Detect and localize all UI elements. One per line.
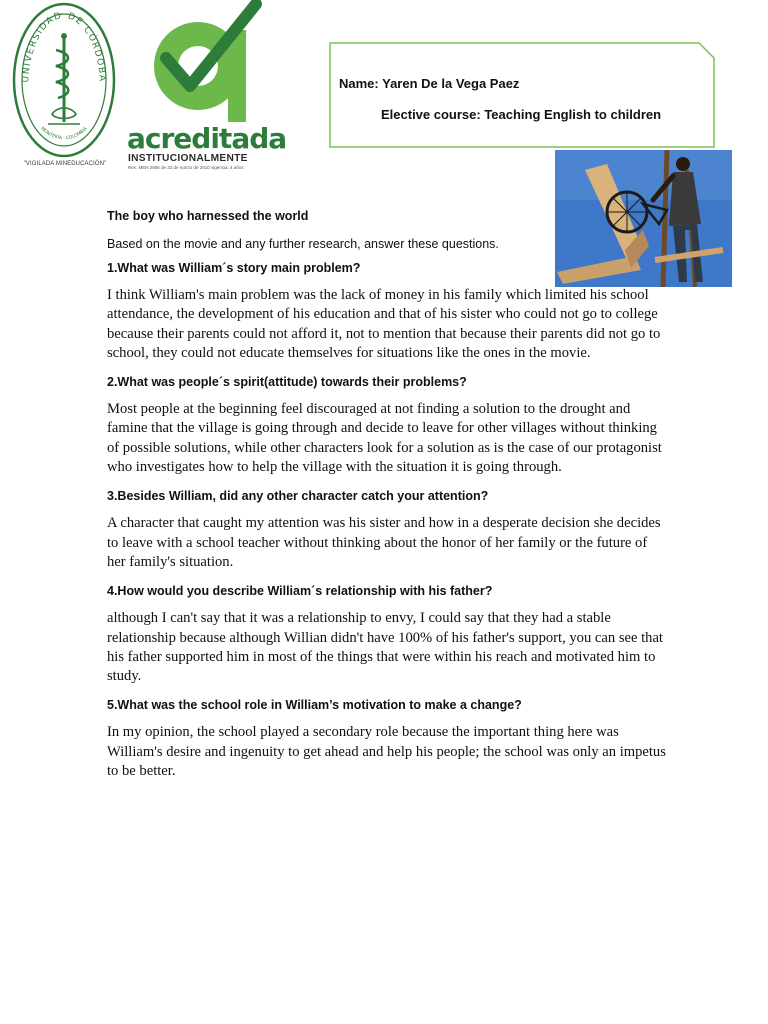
answer-2: Most people at the beginning feel discouraged at not finding a solution to the drought and famine that the village is going through and decide to leave for other villages without thinking of possible solutions, while other characters look for a solution as is the case of our protagonist who investigates how to help the village with the situation it is going through.	[107, 401, 662, 476]
answer-4: although I can't say that it was a relationship to envy, I could say that they had a stable relationship because although Willian didn't have 100% of his father's support, you can see that his father supported him in most of the things that were within his reach and motivated him to study.	[107, 610, 663, 685]
seal-motto: "VIGILADA MINEDUCACIÓN"	[23, 161, 107, 167]
question-5: 5.What was the school role in William’s motivation to make a change?	[107, 698, 522, 713]
info-box-border	[329, 42, 715, 148]
seal-bottom-text: MONTERÍA · COLOMBIA	[39, 126, 89, 142]
accreditation-wordmark: acreditada	[127, 122, 287, 155]
document-intro: Based on the movie and any further research, answer these questions.	[107, 237, 499, 251]
university-seal-logo	[12, 2, 116, 158]
answer-1: I think William's main problem was the lack of money in his family which limited his school attendance, the development of his education and that of his sister who could not go to college because their parents could not afford it, not to mention that because their parents did not go to school, they could not educate themselves for situations like the ones in the movie.	[107, 287, 661, 361]
seal-top-text: UNIVERSIDAD DE CÓRDOBA	[21, 10, 107, 83]
document-title: The boy who harnessed the world	[107, 209, 309, 223]
accreditation-check-logo	[140, 0, 262, 128]
student-info-box	[329, 42, 715, 148]
course-name: Elective course: Teaching English to children	[381, 107, 662, 122]
svg-text:MONTERÍA · COLOMBIA	[39, 125, 89, 141]
document-body	[107, 208, 667, 792]
question-1: 1.What was William´s story main problem?	[107, 261, 361, 275]
question-3: 3.Besides William, did any other character catch your attention?	[107, 489, 489, 504]
answer-5: In my opinion, the school played a secondary role because the important thing here was William's desire and ingenuity to get ahead and help his people; the school was only an impetus to be better.	[107, 724, 666, 780]
accreditation-subtitle: INSTITUCIONALMENTE	[128, 153, 248, 164]
question-4: 4.How would you describe William´s relationship with his father?	[107, 584, 493, 599]
student-name: Name: Yaren De la Vega Paez	[339, 76, 520, 91]
accreditation-resolution: Res. MEN 2956 de 22 de marzo de 2010 vigencia: 4 años	[128, 165, 244, 170]
question-2: 2.What was people´s spirit(attitude) towards their problems?	[107, 375, 467, 390]
answer-3: A character that caught my attention was his sister and how in a desperate decision she decides to leave with a school teacher without thinking about the honor of her family or the future of her family's situation.	[107, 515, 661, 570]
